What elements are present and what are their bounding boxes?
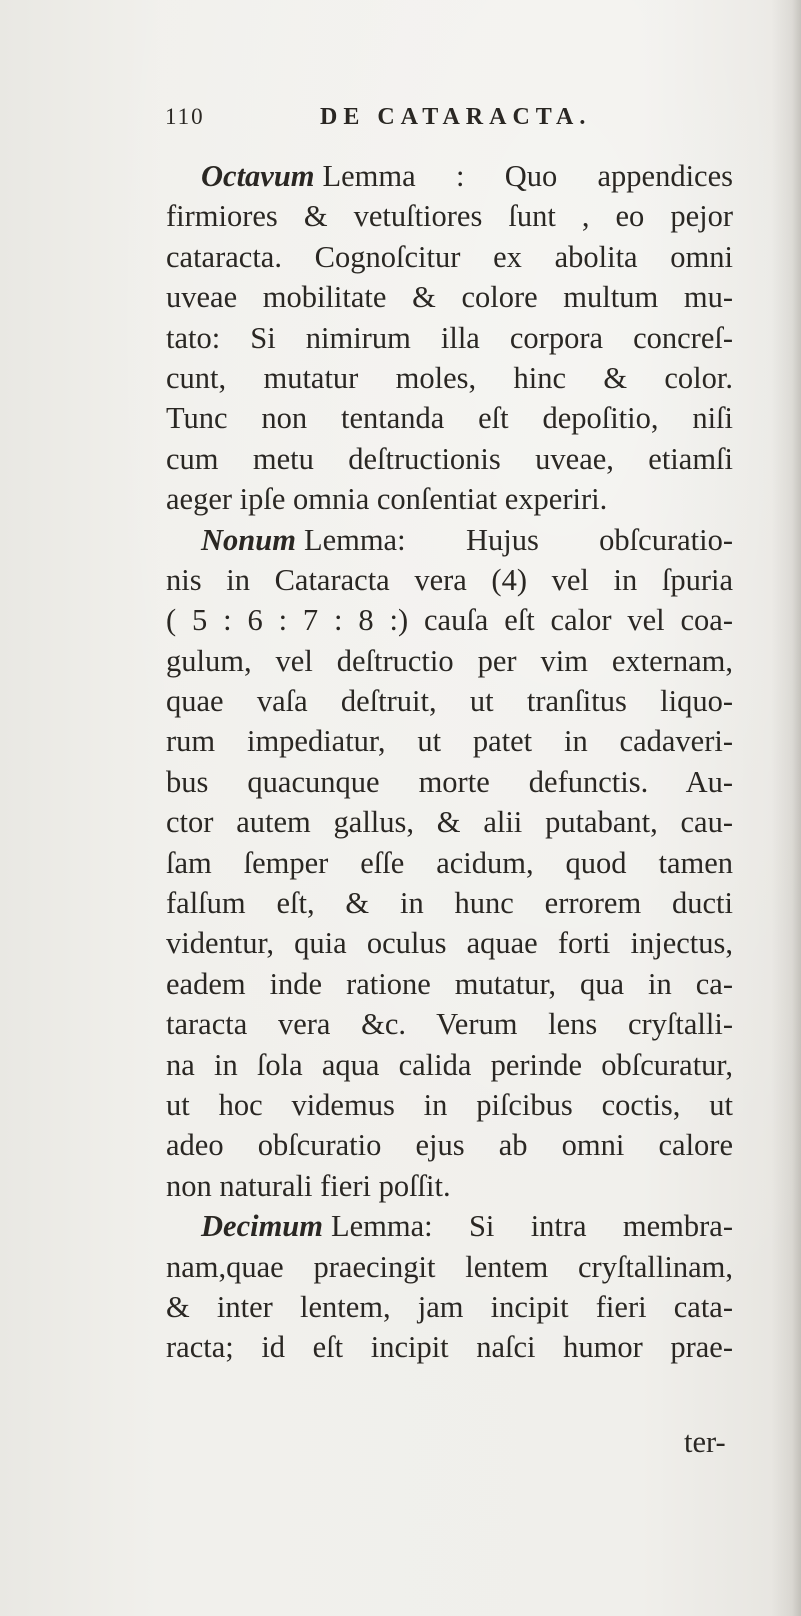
text-line: ( 5 : 6 : 7 : 8 :) cauſa eſt calor vel coa- [166,603,733,638]
text-line: videntur, quia oculus aquae forti injectus, [166,926,733,961]
page-edge-shadow [771,0,801,1616]
text-line: Nonum Lemma: Hujus obſcuratio- [201,522,733,557]
text-line: nis in Cataracta vera (4) vel in ſpuria [166,562,733,597]
page-number: 110 [165,104,205,129]
page-header [165,104,725,144]
text-line: na in ſola aqua calida perinde obſcuratur, [166,1047,733,1082]
text-line: uveae mobilitate & colore multum mu- [166,280,733,315]
text-line: Decimum Lemma: Si intra membra- [201,1209,733,1244]
text-line: firmiores & vetuſtiores ſunt , eo pejor [166,199,733,234]
text-line: eadem inde ratione mutatur, qua in ca- [166,966,733,1001]
text-line: & inter lentem, jam incipit fieri cata- [166,1289,733,1324]
text-line: adeo obſcuratio ejus ab omni calore [166,1128,733,1163]
catchword: ter- [684,1425,726,1459]
text-line: taracta vera &c. Verum lens cryſtalli- [166,1007,733,1042]
text-line: cum metu deſtructionis uveae, etiamſi [166,441,733,476]
text-line: falſum eſt, & in hunc errorem ducti [166,886,733,921]
text-line: bus quacunque morte defunctis. Au- [166,764,733,799]
running-title: DE CATARACTA. [320,104,592,130]
text-line: Tunc non tentanda eſt depoſitio, niſi [166,401,733,436]
text-line: ut hoc videmus in piſcibus coctis, ut [166,1087,733,1122]
text-line: nam,quae praecingit lentem cryſtallinam, [166,1249,733,1284]
text-line: Octavum Lemma : Quo appendices [201,159,733,193]
body-text [166,156,733,1368]
text-line: racta; id eſt incipit naſci humor prae- [166,1330,733,1365]
text-line: tato: Si nimirum illa corpora concreſ- [166,320,733,355]
text-line: non naturali fieri poſſit. [166,1168,451,1203]
text-line: ctor autem gallus, & alii putabant, cau- [166,805,733,840]
text-line: aeger ipſe omnia conſentiat experiri. [166,482,608,517]
text-line: cataracta. Cognoſcitur ex abolita omni [166,239,733,274]
text-line: quae vaſa deſtruit, ut tranſitus liquo- [166,684,733,719]
lemma-label: Nonum [201,522,296,557]
lemma-label: Decimum [201,1209,323,1244]
text-line: gulum, vel deſtructio per vim externam, [166,643,733,678]
lemma-label: Octavum [201,159,315,193]
text-line: rum impediatur, ut patet in cadaveri- [166,724,733,759]
text-line: cunt, mutatur moles, hinc & color. [166,360,733,395]
text-line: ſam ſemper eſſe acidum, quod tamen [166,845,733,880]
